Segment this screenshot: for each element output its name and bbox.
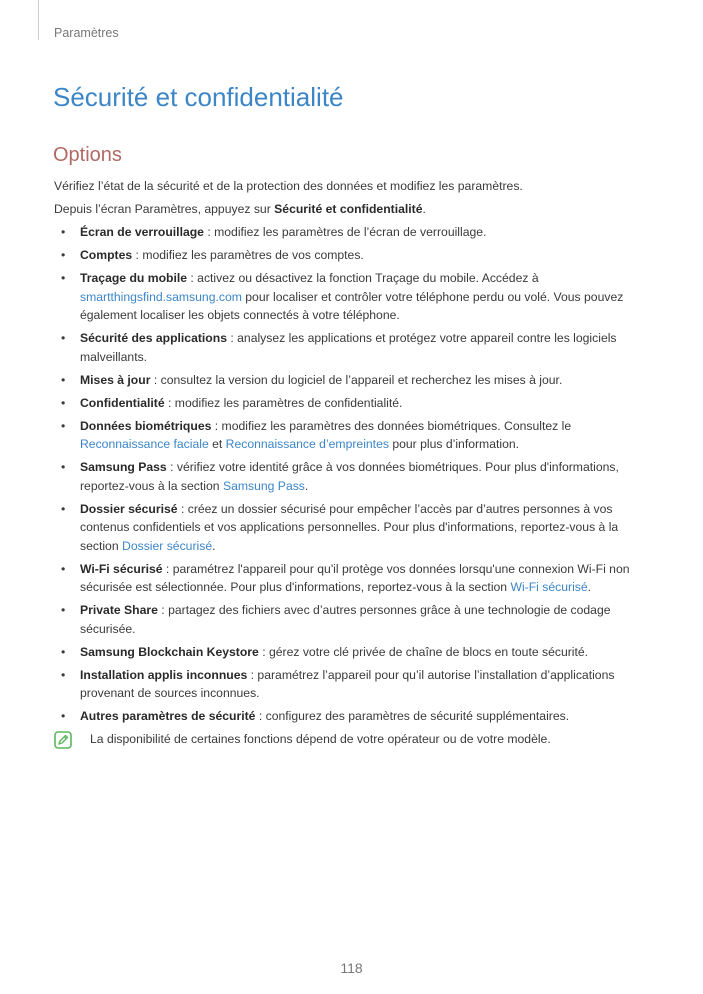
availability-note [54,730,650,749]
section-heading: Options [53,144,122,166]
list-item: • Private Share : partagez des fichiers avec d’autres personnes grâce à une technologie de codage sécurisée. [61,603,611,636]
samsung-pass-link[interactable]: Samsung Pass [222,478,305,493]
face-recognition-link[interactable]: Reconnaissance faciale [80,437,209,451]
bullet-icon: • [61,603,66,617]
header-rule [38,0,39,40]
running-head: Paramètres [54,26,119,40]
pencil-note-icon [54,731,72,749]
bullet-icon: • [61,709,66,723]
bullet-icon: • [61,372,66,387]
list-item: • Installation applis inconnues : paramétrez l’appareil pour qu’il autorise l’installation d’applications provenant de sources inconnues. [61,667,615,700]
content [54,177,650,749]
list-item: • Données biométriques : modifiez les paramètres des données biométriques. Consultez le Reconnaissance faciale et Reconnaissance d’empreintes pour plus d’information. [61,418,572,451]
options-list [54,223,650,726]
list-item: • Autres paramètres de sécurité : configurez des paramètres de sécurité supplémentaires. [54,707,650,726]
bullet-icon: • [61,501,66,516]
intro-paragraph: Vérifiez l’état de la sécurité et de la protection des données et modifiez les paramètres. [54,179,523,193]
note-text: La disponibilité de certaines fonctions dépend de votre opérateur ou de votre modèle. [90,732,551,746]
list-item: • Traçage du mobile : activez ou désactivez la fonction Traçage du mobile. Accédez à smartthingsfind.samsung.com pour localiser et contrôler votre téléphone perdu ou volé. Vous pouvez également localiser les objets connectés à votre téléphone. [61,271,624,322]
list-item: • Sécurité des applications : analysez les applications et protégez votre appareil contre les logiciels malveillants. [61,331,617,364]
page-title: Sécurité et confidentialité [53,82,344,112]
list-item: • Samsung Blockchain Keystore : gérez votre clé privée de chaîne de blocs en toute sécurité. [54,643,650,662]
bullet-icon: • [61,418,66,433]
bullet-icon: • [61,331,66,345]
bullet-icon: • [61,225,66,239]
page-number: 118 [340,960,363,976]
list-item: • Confidentialité : modifiez les paramètres de confidentialité. [54,394,650,413]
smartthingsfind-link[interactable]: smartthingsfind.samsung.com [80,289,242,304]
bullet-icon: • [61,271,66,285]
bullet-icon: • [61,395,66,410]
setting-path: Sécurité et confidentialité [274,202,423,216]
list-item: • Dossier sécurisé : créez un dossier sécurisé pour empêcher l’accès par d’autres personnes à vos contenus confidentiels et vos applications personnelles. Pour plus d'informations, reportez-vous à la section Dossier sécurisé. [61,501,619,553]
bullet-icon: • [61,561,66,576]
bullet-icon: • [61,667,66,682]
secure-folder-link[interactable]: Dossier sécurisé [122,538,213,553]
list-item: • Écran de verrouillage : modifiez les paramètres de l’écran de verrouillage. [54,223,650,242]
list-item: • Mises à jour : consultez la version du logiciel de l’appareil et recherchez les mises à jour. [54,371,650,390]
bullet-icon: • [61,460,66,474]
list-item: • Samsung Pass : vérifiez votre identité grâce à vos données biométriques. Pour plus d'informations, reportez-vous à la section Samsung Pass. [61,460,619,493]
list-item: • Wi-Fi sécurisé : paramétrez l'appareil pour qu'il protège vos données lorsqu'une connexion Wi-Fi non sécurisée est sélectionnée. Pour plus d'informations, reportez-vous à la section Wi-Fi sécurisé. [61,561,630,594]
bullet-icon: • [61,644,66,659]
list-item: • Comptes : modifiez les paramètres de vos comptes. [54,246,650,265]
bullet-icon: • [61,248,66,262]
fingerprint-recognition-link[interactable]: Reconnaissance d’empreintes [225,437,389,451]
intro-instruction: Depuis l’écran Paramètres, appuyez sur Sécurité et confidentialité. [54,202,426,216]
secure-wifi-link[interactable]: Wi-Fi sécurisé [510,580,588,594]
